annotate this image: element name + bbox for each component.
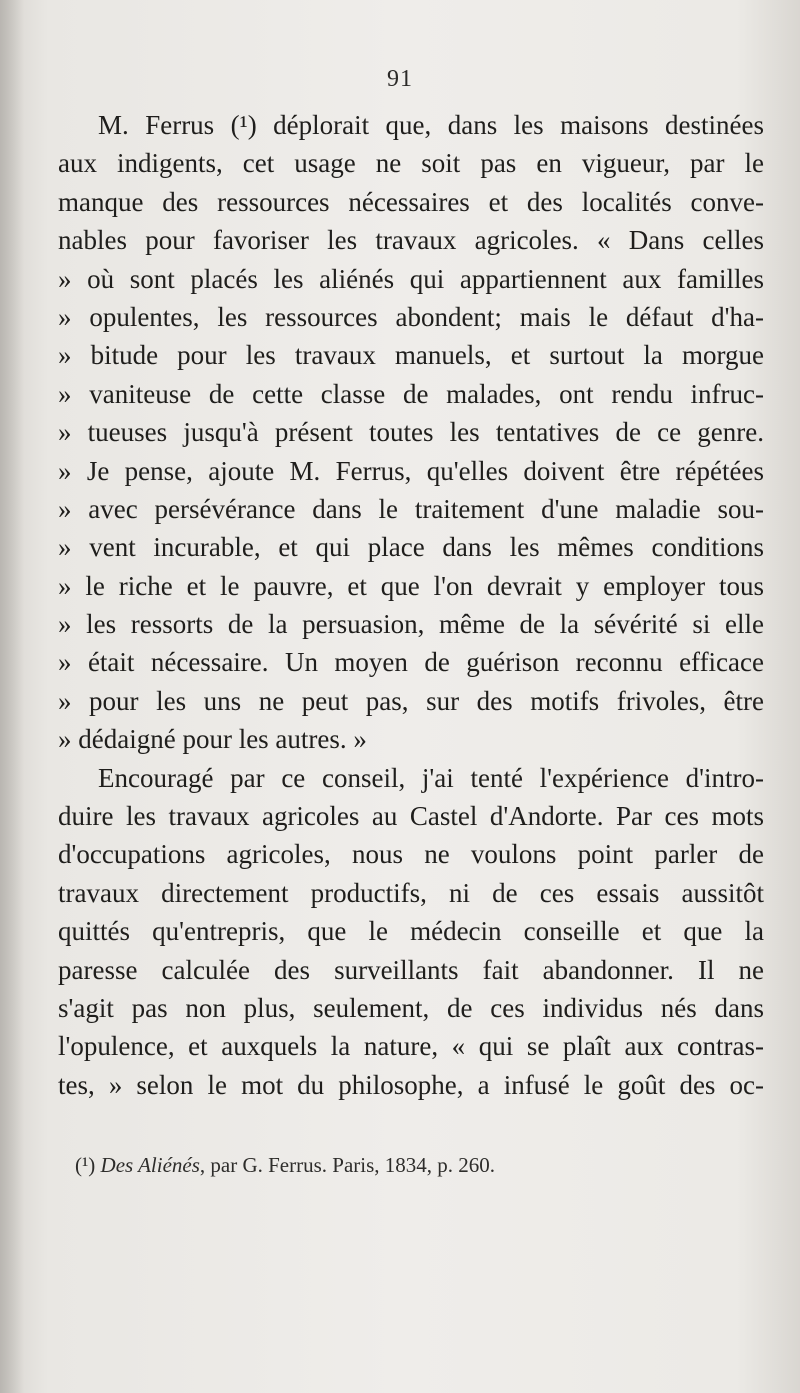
text-line: » tueuses jusqu'à présent toutes les tentatives de ce genre. xyxy=(58,417,764,448)
text-line: aux indigents, cet usage ne soit pas en vigueur, par le xyxy=(58,148,764,179)
page-gutter-shadow xyxy=(0,0,24,1393)
text-line: » vaniteuse de cette classe de malades, ont rendu infruc- xyxy=(58,378,764,409)
text-line: » avec persévérance dans le traitement d'une maladie sou- xyxy=(58,493,764,524)
text-line: » opulentes, les ressources abondent; mais le défaut d'ha- xyxy=(58,301,764,332)
footnote xyxy=(75,1153,755,1178)
text-line: l'opulence, et auxquels la nature, « qui se plaît aux contras- xyxy=(58,1031,764,1062)
footnote-marker: (¹) xyxy=(75,1153,96,1177)
footnote-citation: , par G. Ferrus. Paris, 1834, p. 260. xyxy=(199,1153,496,1177)
text-line: quittés qu'entrepris, que le médecin conseille et que la xyxy=(58,916,764,947)
text-line: nables pour favoriser les travaux agricoles. « Dans celles xyxy=(58,225,764,256)
text-line: » où sont placés les aliénés qui appartiennent aux familles xyxy=(58,263,764,294)
text-line: » était nécessaire. Un moyen de guérison reconnu efficace xyxy=(58,647,764,678)
text-line: » bitude pour les travaux manuels, et surtout la morgue xyxy=(58,340,764,371)
text-line: Encouragé par ce conseil, j'ai tenté l'expérience d'intro- xyxy=(98,762,764,793)
text-line: tes, » selon le mot du philosophe, a infusé le goût des oc- xyxy=(58,1069,764,1100)
footnote-title: Des Aliénés xyxy=(100,1153,200,1177)
text-line: » Je pense, ajoute M. Ferrus, qu'elles doivent être répétées xyxy=(58,455,764,486)
text-line: s'agit pas non plus, seulement, de ces individus nés dans xyxy=(58,992,764,1023)
body-text xyxy=(58,106,764,1104)
text-line: » vent incurable, et qui place dans les mêmes conditions xyxy=(58,532,764,563)
text-line: paresse calculée des surveillants fait abandonner. Il ne xyxy=(58,954,764,985)
text-line: » pour les uns ne peut pas, sur des motifs frivoles, être xyxy=(58,685,764,716)
text-line: travaux directement productifs, ni de ces essais aussitôt xyxy=(58,877,764,908)
text-line: » le riche et le pauvre, et que l'on devrait y employer tous xyxy=(58,570,764,601)
page-number: 91 xyxy=(387,66,413,92)
text-line: d'occupations agricoles, nous ne voulons point parler de xyxy=(58,839,764,870)
text-line: » dédaigné pour les autres. » xyxy=(58,724,367,755)
text-line: M. Ferrus (¹) déplorait que, dans les maisons destinées xyxy=(98,110,764,140)
text-line: duire les travaux agricoles au Castel d'Andorte. Par ces mots xyxy=(58,801,764,832)
text-line: » les ressorts de la persuasion, même de la sévérité si elle xyxy=(58,609,764,640)
text-line: manque des ressources nécessaires et des localités conve- xyxy=(58,186,764,217)
